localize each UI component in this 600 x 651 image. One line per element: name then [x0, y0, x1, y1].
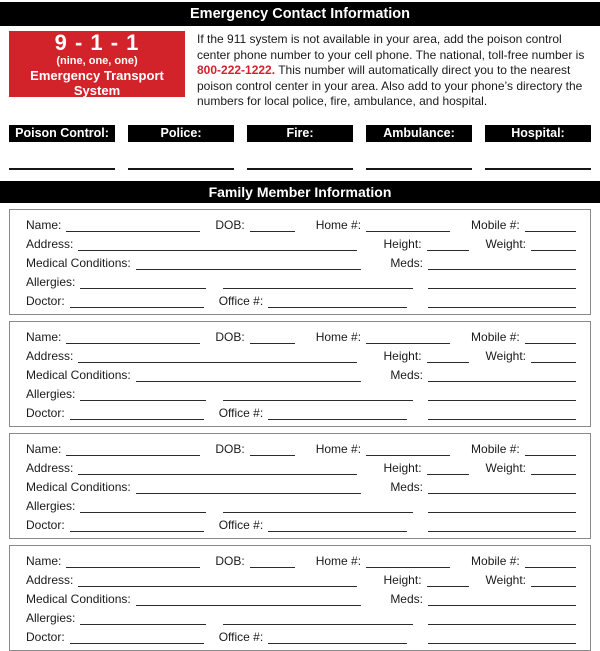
meds-line[interactable] [428, 258, 576, 270]
meds-line[interactable] [428, 594, 576, 606]
ambulance-label: Ambulance: [383, 126, 455, 141]
mobile-number-label: Mobile #: [471, 217, 520, 232]
contact-fill-lines-row [9, 168, 591, 170]
dob-line[interactable] [250, 444, 295, 456]
meds-continuation-line[interactable] [428, 389, 576, 401]
height-label: Height: [383, 460, 422, 475]
dob-line[interactable] [250, 220, 295, 232]
fire-fill-line[interactable] [247, 168, 353, 170]
address-label: Address: [26, 572, 74, 587]
mobile-number-label: Mobile #: [471, 441, 520, 456]
meds-label: Meds: [390, 591, 423, 606]
name-line[interactable] [66, 556, 200, 568]
height-label: Height: [383, 348, 422, 363]
intro-paragraph [197, 31, 589, 110]
name-line[interactable] [66, 332, 200, 344]
allergies-line[interactable] [80, 389, 206, 401]
nine-one-one-pronunciation: (nine, one, one) [56, 54, 138, 67]
contact-labels-row [9, 125, 591, 142]
doctor-row [26, 290, 576, 309]
weight-line[interactable] [531, 463, 576, 475]
medical-conditions-line[interactable] [136, 370, 362, 382]
dob-label: DOB: [215, 441, 245, 456]
ambulance-fill-line[interactable] [366, 168, 472, 170]
poison-control-label-box [9, 125, 115, 142]
meds-continuation-line-2[interactable] [428, 632, 576, 644]
name-row [26, 326, 576, 345]
allergies-line[interactable] [80, 613, 206, 625]
doctor-line[interactable] [70, 408, 204, 420]
family-member-header-bar [0, 181, 600, 203]
medical-conditions-label: Medical Conditions: [26, 367, 131, 382]
office-number-label: Office #: [218, 517, 264, 532]
poison-control-phone-number: 800-222-1222. [197, 63, 276, 78]
intro-text-after: This number will automatically direct you to the nearest poison control center in your area. Also add to your phone’s directory the numbers for local police, fire, ambulance, and hospital. [197, 63, 583, 109]
name-label: Name: [26, 553, 62, 568]
meds-label: Meds: [390, 255, 423, 270]
weight-label: Weight: [485, 348, 526, 363]
meds-label: Meds: [390, 367, 423, 382]
height-label: Height: [383, 236, 422, 251]
medical-conditions-label: Medical Conditions: [26, 255, 131, 270]
meds-line[interactable] [428, 482, 576, 494]
height-line[interactable] [427, 351, 469, 363]
intro-text-before: If the 911 system is not available in your area, add the poison control center phone number to your cell phone. The national, toll-free number is [197, 32, 585, 62]
allergies-label: Allergies: [26, 386, 76, 401]
mobile-number-line[interactable] [525, 444, 576, 456]
weight-line[interactable] [531, 575, 576, 587]
medical-conditions-row [26, 252, 576, 271]
name-label: Name: [26, 217, 62, 232]
hospital-label-box [485, 125, 591, 142]
family-member-block-4 [9, 545, 591, 651]
weight-label: Weight: [485, 460, 526, 475]
family-member-block-1 [9, 209, 591, 315]
medical-conditions-label: Medical Conditions: [26, 479, 131, 494]
allergies-label: Allergies: [26, 498, 76, 513]
name-line[interactable] [66, 220, 200, 232]
doctor-line[interactable] [70, 632, 204, 644]
doctor-label: Doctor: [26, 405, 65, 420]
height-label: Height: [383, 572, 422, 587]
family-member-block-2 [9, 321, 591, 427]
medical-conditions-line[interactable] [136, 594, 362, 606]
doctor-label: Doctor: [26, 629, 65, 644]
home-number-label: Home #: [315, 329, 362, 344]
fire-label-box [247, 125, 353, 142]
address-row [26, 569, 576, 588]
meds-continuation-line-2[interactable] [428, 296, 576, 308]
nine-one-one-caption: Emergency Transport System [30, 67, 164, 98]
meds-continuation-line[interactable] [428, 277, 576, 289]
name-label: Name: [26, 441, 62, 456]
office-number-label: Office #: [218, 629, 264, 644]
dob-line[interactable] [250, 332, 295, 344]
name-row [26, 550, 576, 569]
height-line[interactable] [427, 239, 469, 251]
allergies-row [26, 271, 576, 290]
weight-line[interactable] [531, 239, 576, 251]
address-row [26, 457, 576, 476]
home-number-label: Home #: [315, 553, 362, 568]
allergies-row [26, 607, 576, 626]
dob-label: DOB: [215, 553, 245, 568]
allergies-label: Allergies: [26, 274, 76, 289]
allergies-continuation-line[interactable] [223, 277, 413, 289]
family-member-block-3 [9, 433, 591, 539]
office-number-line[interactable] [268, 408, 407, 420]
allergies-line[interactable] [80, 277, 206, 289]
police-fill-line[interactable] [128, 168, 234, 170]
doctor-label: Doctor: [26, 517, 65, 532]
poison-control-label: Poison Control: [15, 126, 109, 141]
medical-conditions-row [26, 476, 576, 495]
dob-label: DOB: [215, 217, 245, 232]
height-line[interactable] [427, 575, 469, 587]
mobile-number-label: Mobile #: [471, 553, 520, 568]
nine-one-one-box [9, 31, 185, 97]
allergies-continuation-line[interactable] [223, 613, 413, 625]
doctor-row [26, 514, 576, 533]
hospital-fill-line[interactable] [485, 168, 591, 170]
weight-line[interactable] [531, 351, 576, 363]
address-label: Address: [26, 460, 74, 475]
address-label: Address: [26, 348, 74, 363]
weight-label: Weight: [485, 236, 526, 251]
weight-label: Weight: [485, 572, 526, 587]
meds-label: Meds: [390, 479, 423, 494]
home-number-line[interactable] [366, 444, 450, 456]
allergies-line[interactable] [80, 501, 206, 513]
meds-continuation-line-2[interactable] [428, 408, 576, 420]
doctor-label: Doctor: [26, 293, 65, 308]
office-number-line[interactable] [268, 296, 407, 308]
ambulance-label-box [366, 125, 472, 142]
office-number-label: Office #: [218, 405, 264, 420]
family-member-blocks [0, 209, 600, 651]
address-line[interactable] [78, 351, 356, 363]
nine-one-one-number: 9 - 1 - 1 [54, 29, 140, 55]
allergies-continuation-line[interactable] [223, 501, 413, 513]
name-label: Name: [26, 329, 62, 344]
home-number-line[interactable] [366, 332, 450, 344]
medical-conditions-line[interactable] [136, 258, 362, 270]
address-line[interactable] [78, 463, 356, 475]
office-number-line[interactable] [268, 520, 407, 532]
medical-conditions-row [26, 588, 576, 607]
mobile-number-line[interactable] [525, 556, 576, 568]
address-line[interactable] [78, 239, 356, 251]
mobile-number-line[interactable] [525, 220, 576, 232]
dob-label: DOB: [215, 329, 245, 344]
meds-continuation-line-2[interactable] [428, 520, 576, 532]
intro-section [9, 31, 591, 110]
doctor-line[interactable] [70, 296, 204, 308]
meds-continuation-line[interactable] [428, 613, 576, 625]
name-row [26, 214, 576, 233]
height-line[interactable] [427, 463, 469, 475]
doctor-line[interactable] [70, 520, 204, 532]
medical-conditions-label: Medical Conditions: [26, 591, 131, 606]
address-row [26, 345, 576, 364]
address-label: Address: [26, 236, 74, 251]
medical-conditions-line[interactable] [136, 482, 362, 494]
address-line[interactable] [78, 575, 356, 587]
allergies-row [26, 495, 576, 514]
allergies-row [26, 383, 576, 402]
fire-label: Fire: [286, 126, 314, 141]
office-number-label: Office #: [218, 293, 264, 308]
allergies-label: Allergies: [26, 610, 76, 625]
emergency-contact-title: Emergency Contact Information [190, 6, 410, 22]
doctor-row [26, 626, 576, 645]
meds-line[interactable] [428, 370, 576, 382]
police-label-box [128, 125, 234, 142]
home-number-label: Home #: [315, 441, 362, 456]
doctor-row [26, 402, 576, 421]
police-label: Police: [160, 126, 202, 141]
emergency-contact-header-bar [0, 2, 600, 26]
mobile-number-line[interactable] [525, 332, 576, 344]
mobile-number-label: Mobile #: [471, 329, 520, 344]
medical-conditions-row [26, 364, 576, 383]
home-number-line[interactable] [366, 556, 450, 568]
hospital-label: Hospital: [511, 126, 565, 141]
allergies-continuation-line[interactable] [223, 389, 413, 401]
dob-line[interactable] [250, 556, 295, 568]
family-member-title: Family Member Information [208, 183, 392, 200]
poison-control-fill-line[interactable] [9, 168, 115, 170]
home-number-line[interactable] [366, 220, 450, 232]
address-row [26, 233, 576, 252]
meds-continuation-line[interactable] [428, 501, 576, 513]
name-line[interactable] [66, 444, 200, 456]
home-number-label: Home #: [315, 217, 362, 232]
name-row [26, 438, 576, 457]
office-number-line[interactable] [268, 632, 407, 644]
